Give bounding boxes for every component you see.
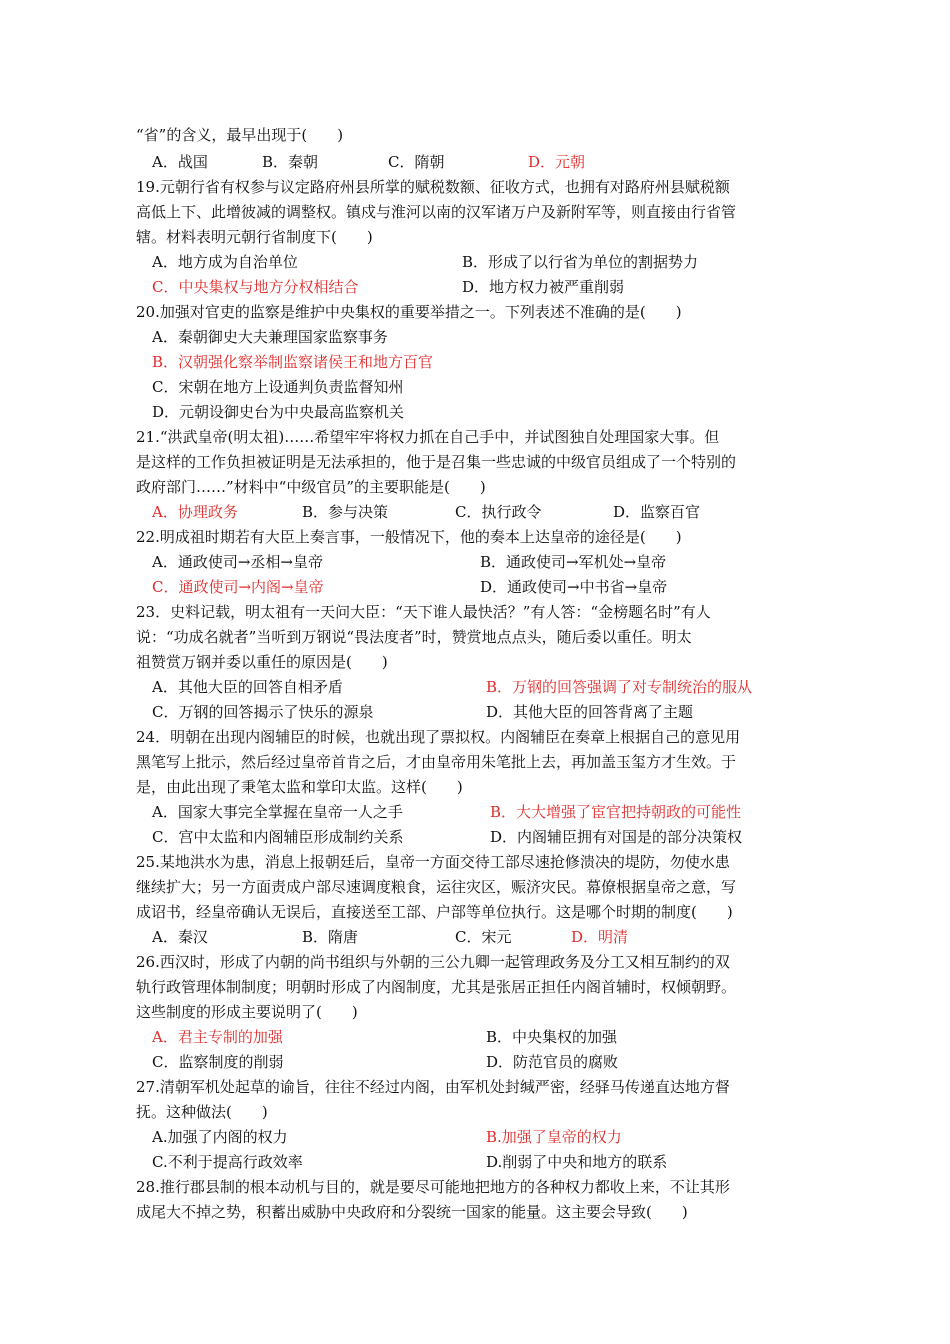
option-c: C．隋朝: [388, 153, 445, 171]
option-c: C.不利于提高行政效率: [152, 1153, 303, 1171]
option-b: B．秦朝: [262, 153, 319, 171]
question-24-line-3: 是，由此出现了秉笔太监和掌印太监。这样( ): [136, 778, 463, 796]
question-25-line-1: 25.某地洪水为患，消息上报朝廷后，皇帝一方面交待工部尽速抢修溃决的堤防，勿使水患: [136, 853, 730, 871]
question-21-line-1: 21.“洪武皇帝(明太祖)……希望牢牢将权力抓在自己手中，并试图独自处理国家大事。但: [136, 428, 720, 446]
option-c-answer: C．通政使司→内阁→皇帝: [152, 578, 324, 596]
option-d: D．其他大臣的回答背离了主题: [486, 703, 694, 721]
option-b: B．形成了以行省为单位的割据势力: [462, 253, 699, 271]
option-d: D．监察百官: [613, 503, 701, 521]
option-d: D．通政使司→中书省→皇帝: [480, 578, 668, 596]
question-26-line-3: 这些制度的形成主要说明了( ): [136, 1003, 358, 1021]
option-b-answer: B．万钢的回答强调了对专制统治的服从: [486, 678, 753, 696]
question-21-line-3: 政府部门……”材料中“中级官员”的主要职能是( ): [136, 478, 486, 496]
option-c: C．执行政令: [455, 503, 542, 521]
question-27-line-1: 27.清朝军机处起草的谕旨，往往不经过内阁，由军机处封缄严密，经驿马传递直达地方督: [136, 1078, 730, 1096]
option-b-answer: B．汉朝强化察举制监察诸侯王和地方百官: [152, 353, 434, 371]
option-c: C．监察制度的削弱: [152, 1053, 284, 1071]
question-28-line-1: 28.推行郡县制的根本动机与目的，就是要尽可能地把地方的各种权力都收上来，不让其形: [136, 1178, 730, 1196]
option-d-answer: D．明清: [571, 928, 629, 946]
option-c: C．宫中太监和内阁辅臣形成制约关系: [152, 828, 404, 846]
question-19-line-3: 辖。材料表明元朝行省制度下( ): [136, 228, 373, 246]
question-20-line-1: 20.加强对官吏的监察是维护中央集权的重要举措之一。下列表述不准确的是( ): [136, 303, 682, 321]
question-23-line-2: 说：“功成名就者”当听到万钢说“畏法度者”时，赞赏地点点头，随后委以重任。明太: [136, 628, 692, 646]
option-d-answer: D．元朝: [528, 153, 586, 171]
option-a: A．战国: [152, 153, 208, 171]
option-c: C．万钢的回答揭示了快乐的源泉: [152, 703, 374, 721]
option-d: D．内阁辅臣拥有对国是的部分决策权: [490, 828, 743, 846]
option-c: C．宋朝在地方上设通判负责监督知州: [152, 378, 404, 396]
option-a-answer: A．君主专制的加强: [152, 1028, 283, 1046]
option-d: D．地方权力被严重削弱: [462, 278, 625, 296]
option-b: B．通政使司→军机处→皇帝: [480, 553, 667, 571]
option-b: B．隋唐: [302, 928, 359, 946]
option-a: A.加强了内阁的权力: [152, 1128, 288, 1146]
question-23-line-3: 祖赞赏万钢并委以重任的原因是( ): [136, 653, 388, 671]
question-line: “省”的含义，最早出现于( ): [136, 126, 344, 144]
option-c-answer: C．中央集权与地方分权相结合: [152, 278, 359, 296]
question-22-line-1: 22.明成祖时期若有大臣上奏言事，一般情况下，他的奏本上达皇帝的途径是( ): [136, 528, 682, 546]
question-23-line-1: 23．史料记载，明太祖有一天问大臣：“天下谁人最快活？”有人答：“金榜题名时”有人: [136, 603, 711, 621]
option-c: C．宋元: [455, 928, 512, 946]
question-26-line-2: 轨行政管理体制制度；明朝时形成了内阁制度，尤其是张居正担任内阁首辅时，权倾朝野。: [136, 978, 737, 996]
option-d: D．防范官员的腐败: [486, 1053, 619, 1071]
question-27-line-2: 抚。这种做法( ): [136, 1103, 268, 1121]
question-24-line-1: 24．明朝在出现内阁辅臣的时候，也就出现了票拟权。内阁辅臣在奏章上根据自己的意见用: [136, 728, 741, 746]
question-28-line-2: 成尾大不掉之势，积蓄出威胁中央政府和分裂统一国家的能量。这主要会导致( ): [136, 1203, 688, 1221]
option-d: D．元朝设御史台为中央最高监察机关: [152, 403, 405, 421]
question-24-line-2: 黑笔写上批示，然后经过皇帝首肯之后，才由皇帝用朱笔批上去，再加盖玉玺方才生效。于: [136, 753, 737, 771]
option-a: A．秦汉: [152, 928, 208, 946]
question-26-line-1: 26.西汉时，形成了内朝的尚书组织与外朝的三公九卿一起管理政务及分工又相互制约的双: [136, 953, 730, 971]
option-b: B．中央集权的加强: [486, 1028, 618, 1046]
option-a-answer: A．协理政务: [152, 503, 238, 521]
option-a: A．其他大臣的回答自相矛盾: [152, 678, 343, 696]
option-a: A．国家大事完全掌握在皇帝一人之手: [152, 803, 403, 821]
question-21-line-2: 是这样的工作负担被证明是无法承担的，他于是召集一些忠诚的中级官员组成了一个特别的: [136, 453, 737, 471]
option-b-answer: B.加强了皇帝的权力: [486, 1128, 622, 1146]
option-a: A．秦朝御史大夫兼理国家监察事务: [152, 328, 388, 346]
option-a: A．通政使司→丞相→皇帝: [152, 553, 323, 571]
question-25-line-2: 继续扩大；另一方面责成户部尽速调度粮食，运往灾区，赈济灾民。幕僚根据皇帝之意，写: [136, 878, 737, 896]
question-25-line-3: 成诏书，经皇帝确认无误后，直接送至工部、户部等单位执行。这是哪个时期的制度( ): [136, 903, 733, 921]
option-b: B．参与决策: [302, 503, 389, 521]
question-19-line-2: 高低上下、此增彼减的调整权。镇戍与淮河以南的汉军诸万户及新附军等，则直接由行省管: [136, 203, 737, 221]
option-d: D.削弱了中央和地方的联系: [486, 1153, 668, 1171]
question-19-line-1: 19.元朝行省有权参与议定路府州县所掌的赋税数额、征收方式，也拥有对路府州县赋税额: [136, 178, 730, 196]
option-b-answer: B．大大增强了宦官把持朝政的可能性: [490, 803, 742, 821]
option-a: A．地方成为自治单位: [152, 253, 298, 271]
